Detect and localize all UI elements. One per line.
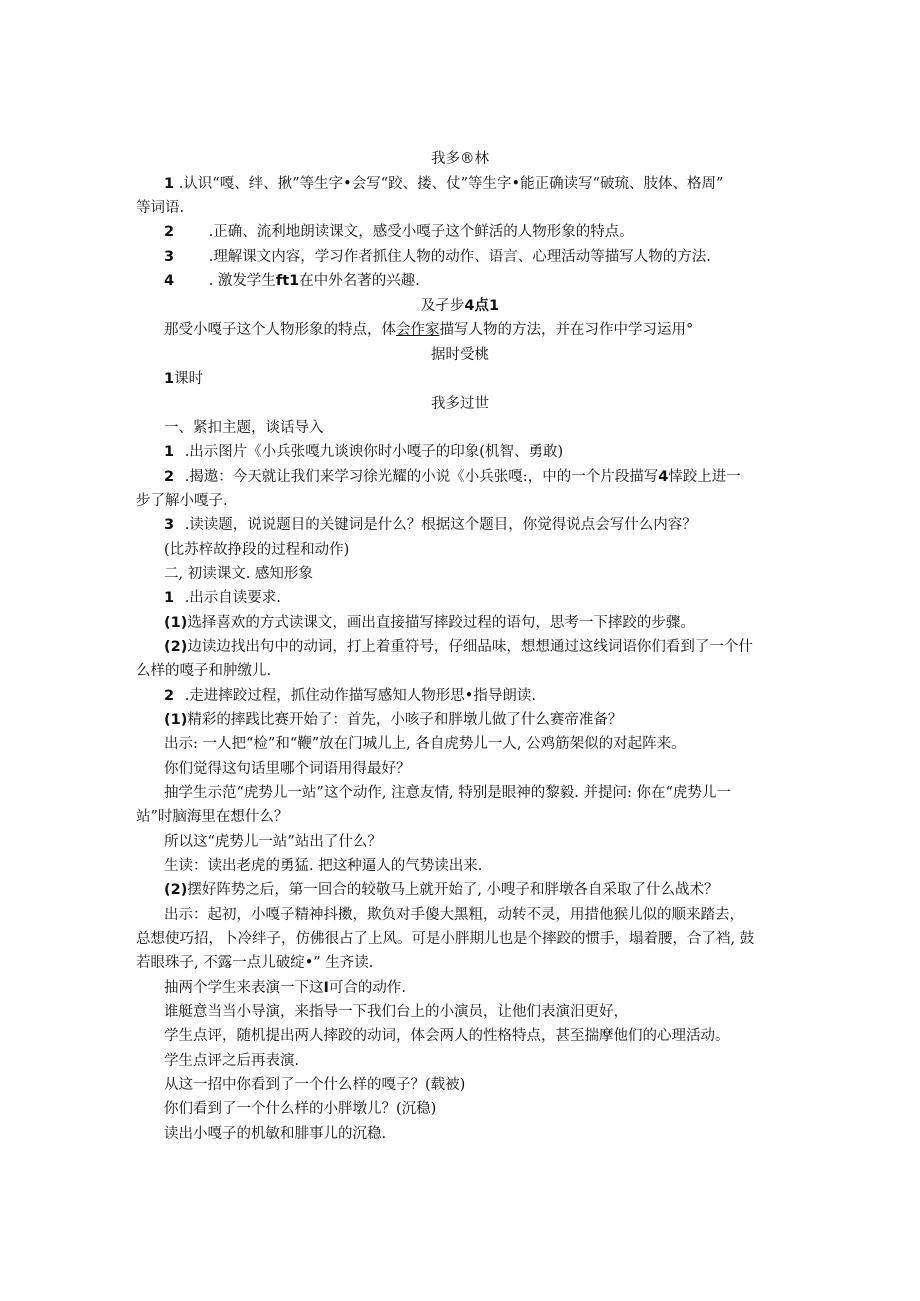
time-value [164, 369, 203, 389]
item-number: (1) [164, 712, 188, 728]
act-instruction [164, 978, 406, 998]
item-number: 1 [164, 590, 175, 606]
item-text: .揭遨：今天就让我们来学习徐光耀的小说《小兵张嘎:，中的一个片段描写 [184, 469, 659, 485]
reading-requirement-2 [164, 637, 753, 657]
item-text: .出示自读要求. [184, 590, 281, 606]
item-number: 1 [164, 444, 175, 460]
demo-instruction: 抽学生示范“虎势儿一站”这个动作, 注意友情, 特别是眼神的黎毅. 并提问: 你在“虎势儿一 [164, 785, 731, 801]
item-text: 选择喜欢的方式读课文，画出直接描写摔跤过程的语句，思考一下摔跤的步骤。 [187, 615, 695, 631]
item-text: .出示图片《小兵张嘎九谈谀你时小嘎子的印象(机智、勇敢) [184, 444, 564, 460]
section-1-note: (比苏梓故挣段的过程和动作) [164, 542, 350, 558]
reading-instruction: 读出小嘎子的机敏和腓事儿的沉稳. [164, 1126, 387, 1142]
item-number: 3 [164, 517, 175, 533]
section-1-item-2-continued: 步了解小嘎子. [136, 493, 228, 509]
director-instruction: 谁艇意当当小导演，来指导一下我们台上的小演员，让他们表演汨更好， [164, 1004, 628, 1020]
objective-4 [164, 271, 420, 291]
garbled-bold-text: ft1 [275, 273, 300, 289]
item-number: 3 [164, 249, 175, 265]
item-text-rest: 悻跤上进一 [668, 469, 741, 485]
item-text: .认识“嘎、绊、揪”等生字•会写“跤、搂、仗”等生字•能正确读写“破琉、肢体、格周” [178, 176, 724, 192]
question-1 [164, 710, 622, 730]
item-number: 4 [164, 273, 175, 289]
objective-2 [164, 222, 634, 242]
time-number: 1 [164, 371, 175, 387]
item-text: 精彩的摔践比赛开始了：首先，小咳子和胖墩儿做了什么赛帝准备？ [187, 712, 623, 728]
item-text-rest: 在中外名著的兴趣. [299, 273, 420, 289]
item-text: .读读题，说说题目的关键词是什么？根据这个题目，你觉得说点会写什么内容？ [184, 517, 697, 533]
item-text: 边读边找出句中的动词，打上着重符号，仔细品味，想想通过这线词语你们看到了一个什 [187, 639, 753, 655]
heading-bold: 4点1 [464, 298, 500, 314]
key-points-text: 那受小嘎子这个人物形象的特点，体 [164, 322, 396, 338]
objective-1 [164, 174, 723, 194]
student-evaluation-2: 学生点评之后再表演. [164, 1053, 300, 1069]
time-heading: 据时受桃 [431, 347, 489, 363]
item-text: 摆好阵势之后，第一回合的较敬马上就开始了, 小嗖子和胖墩各自采取了什么战术？ [187, 882, 719, 898]
item-number: 2 [164, 224, 175, 240]
show-text-1: 出示: 一人把“检”和“鞭”放在门城儿上, 各自虎势儿一人, 公鸡筋架似的对起阵来。 [164, 736, 686, 752]
act-text-rest: 可合的动作. [328, 980, 407, 996]
key-points-text-rest: 描写人物的方法，并在习作中学习运用° [439, 322, 694, 338]
time-unit: 课时 [174, 371, 204, 387]
show-text-2-line-2: 总想使巧招，卜冷绊子，仿佛很占了上风。可是小胖期儿也是个摔跤的惯手，塌着腰，合了裆, 鼓 [136, 931, 755, 947]
heading-text: 及孑步 [420, 298, 465, 314]
student-evaluation: 学生点评，随机提出两人摔跤的动词，体会两人的性格特点，甚至揣摩他们的心理活动。 [164, 1028, 730, 1044]
act-bold: I [323, 980, 329, 996]
word-question: 你们觉得这句话里哪个词语用得最好？ [164, 761, 411, 777]
question-2 [164, 880, 719, 900]
page-title: 我多®林 [431, 151, 489, 167]
show-text-2: 出示：起初，小嘎子精神抖擞，欺负对手傻大黑粗，动转不灵，用措他猴儿似的顺来踏去， [164, 907, 744, 923]
reading-requirement-2-continued: 么样的嘎子和肿缴儿. [136, 663, 272, 679]
key-points [164, 320, 693, 340]
what-question-2: 你们看到了一个什么样的小胖墩儿？(沉稳) [164, 1101, 437, 1117]
underlined-text: 会作家 [396, 322, 440, 338]
section-1-item-1 [164, 442, 563, 462]
key-points-heading [0, 296, 920, 316]
what-question-1: 从这一招中你看到了一个什么样的嘎子？(载被) [164, 1077, 466, 1093]
section-2-item-2 [164, 686, 536, 706]
student-reading: 生读：读出老虎的勇猛. 把这种逼人的气势读出来. [164, 858, 483, 874]
item-number: (2) [164, 639, 188, 655]
item-text: .理解课文内容，学习作者抓住人物的动作、语言、心理活动等描写人物的方法. [208, 249, 711, 265]
item-bold: 4 [658, 469, 669, 485]
section-1-heading: 一、紧扣主题，谈话导入 [164, 420, 324, 436]
section-2-item-1 [164, 588, 281, 608]
section-1-item-2 [164, 467, 741, 487]
demo-instruction-continued: 站”时脑海里在想什么？ [136, 809, 289, 825]
item-number: 2 [164, 688, 175, 704]
item-number: (1) [164, 615, 188, 631]
process-heading: 我多过世 [431, 396, 489, 412]
item-number: 1 [164, 176, 175, 192]
demo-question: 所以这“虎势儿一站”站出了什么？ [164, 834, 382, 850]
item-number: 2 [164, 469, 175, 485]
objective-1-continued: 等词语. [136, 200, 185, 216]
act-text: 抽两个学生来表演一下这 [164, 980, 324, 996]
item-text: . 激发学生 [208, 273, 276, 289]
section-2-heading: 二, 初读课文. 感知形象 [164, 566, 313, 582]
section-1-item-3 [164, 515, 697, 535]
item-text: .正确、流利地朗读课文，感受小嘎子这个鲜活的人物形象的特点。 [208, 224, 634, 240]
reading-requirement-1 [164, 613, 695, 633]
item-text: .走进摔跤过程，抓住动作描写感知人物形思•指导朗读. [184, 688, 536, 704]
show-text-2-line-3: 若眼珠子, 不露一点儿破绽•” 生齐读. [136, 955, 374, 971]
objective-3 [164, 247, 711, 267]
item-number: (2) [164, 882, 188, 898]
